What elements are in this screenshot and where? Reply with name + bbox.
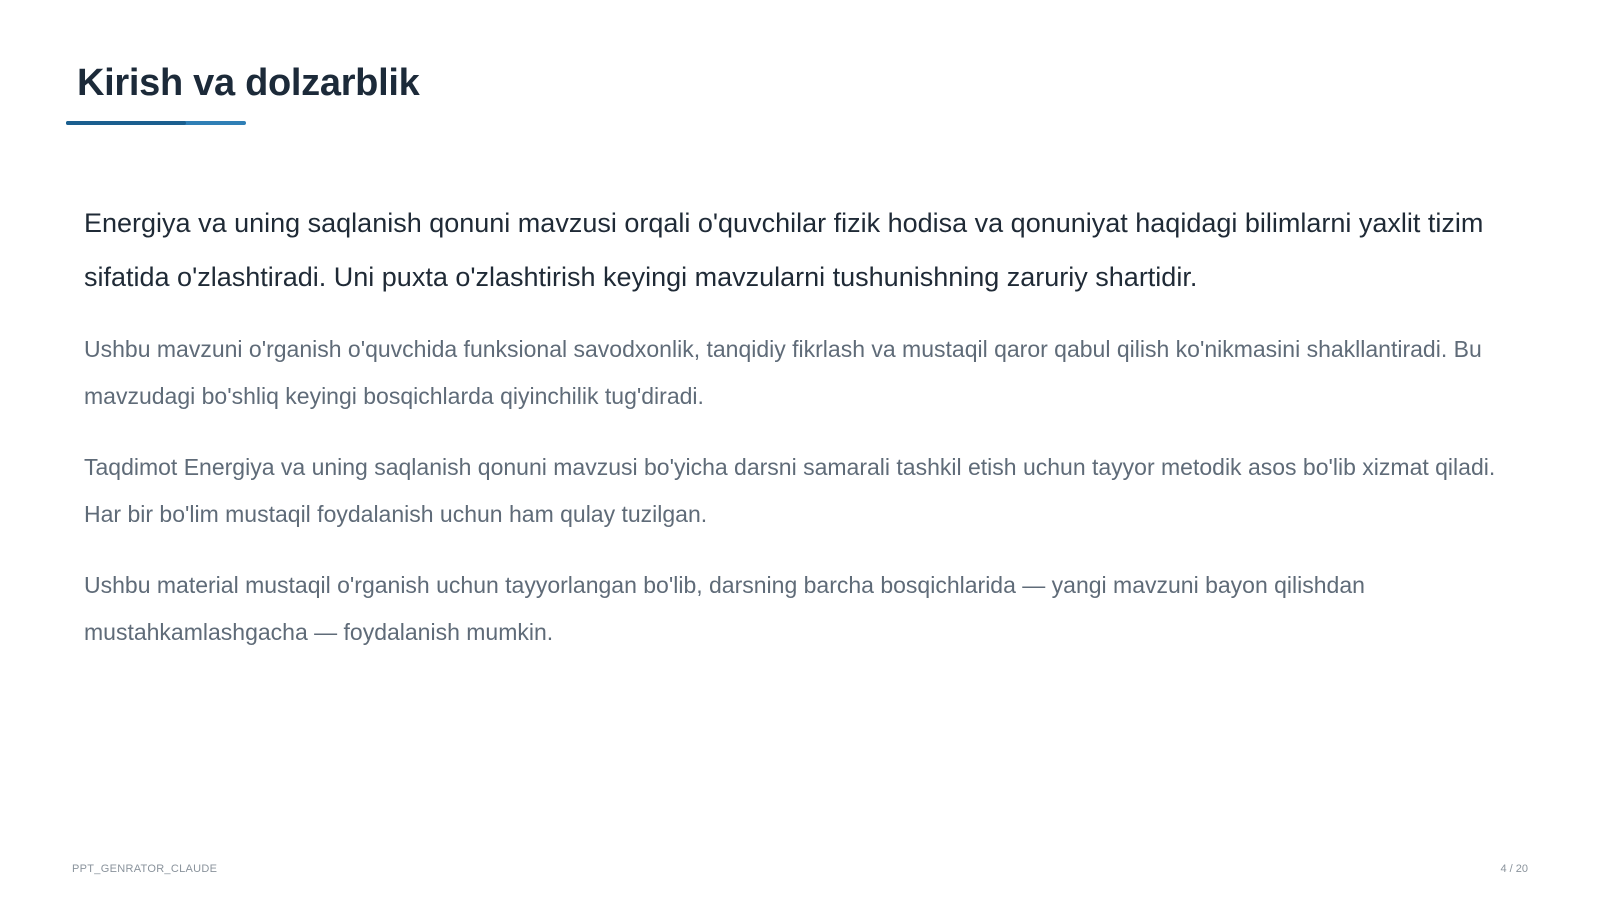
title-underline-accent <box>66 121 186 125</box>
body-paragraph-3: Ushbu material mustaqil o'rganish uchun tayyorlangan bo'lib, darsning barcha bosqichlarida — yangi mavzuni bayon qilishdan mustahkamlashgacha — foydalanish mumkin. <box>84 572 1365 645</box>
body-paragraph-2: Taqdimot Energiya va uning saqlanish qonuni mavzusi bo'yicha darsni samarali tashkil etish uchun tayyor metodik asos bo'lib xizmat qiladi. Har bir bo'lim mustaqil foydalanish uchun ham qulay tuzilgan. <box>84 454 1496 527</box>
footer-brand: PPT_GENRATOR_CLAUDE <box>72 863 218 875</box>
lead-paragraph: Energiya va uning saqlanish qonuni mavzusi orqali o'quvchilar fizik hodisa va qonuniyat haqidagi bilimlarni yaxlit tizim sifatida o'zlashtiradi. Uni puxta o'zlashtirish keyingi mavzularni tushunishning zaruriy shartidir. <box>84 208 1484 292</box>
page-number: 4 / 20 <box>1500 863 1528 875</box>
body-paragraph-1: Ushbu mavzuni o'rganish o'quvchida funksional savodxonlik, tanqidiy fikrlash va mustaqil qaror qabul qilish ko'nikmasini shakllantiradi. Bu mavzudagi bo'shliq keyingi bosqichlarda qiyinchilik tug'diradi. <box>84 336 1482 409</box>
slide-content <box>84 196 1524 680</box>
slide-title: Kirish va dolzarblik <box>77 62 420 104</box>
